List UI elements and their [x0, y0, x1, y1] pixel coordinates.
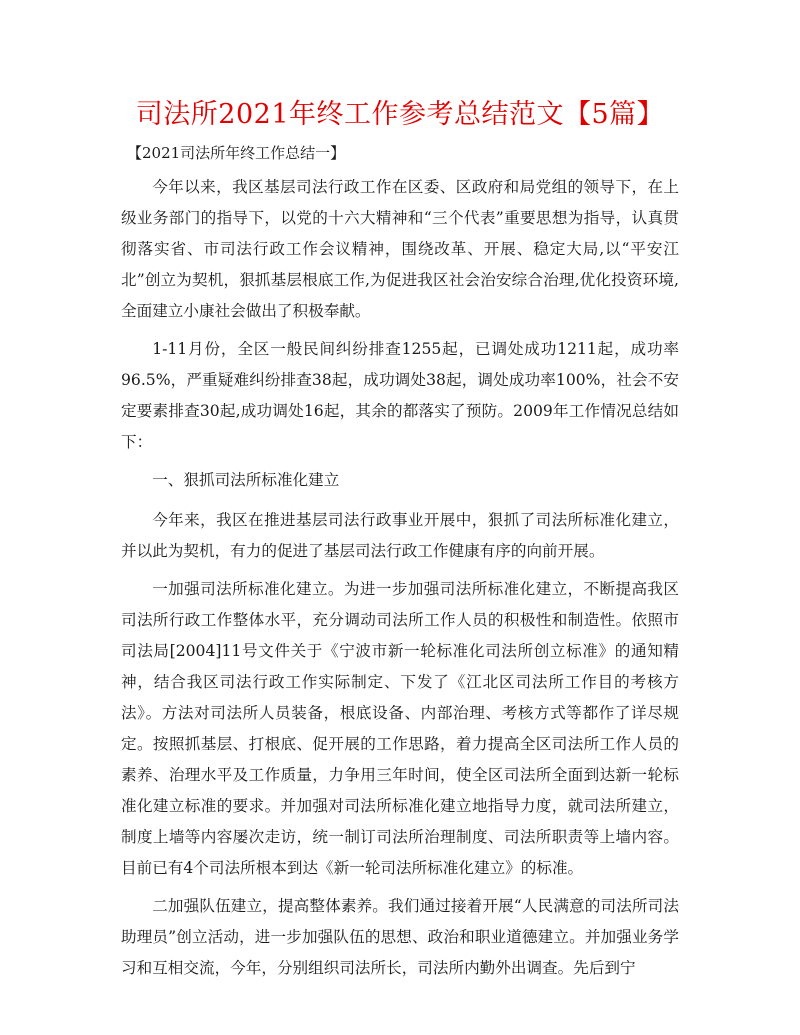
subheading-standardization: 一、狠抓司法所标准化建立: [152, 471, 340, 489]
section-heading: 【2021司法所年终工作总结一】: [127, 144, 346, 162]
paragraph-intro: 今年以来，我区基层司法行政工作在区委、区政府和局党组的领导下，在上级业务部门的指导下，以党的十六大精神和“三个代表”重要思想为指导，认真贯彻落实省、市司法行政工作会议精神，围绕改革、开展、稳定大局,以“平安江北”创立为契机，狠抓基层根底工作,为促进我区社会治安综合治理,优化投资环境,全面建立小康社会做出了积极奉献。: [121, 178, 679, 320]
document-title: 司法所2021年终工作参考总结范文【5篇】: [135, 99, 665, 130]
paragraph-standardization-overview: 今年来，我区在推进基层司法行政事业开展中，狠抓了司法所标准化建立，并以此为契机，有力的促进了基层司法行政工作健康有序的向前开展。: [121, 511, 679, 560]
paragraph-standardization-details: 一加强司法所标准化建立。为进一步加强司法所标准化建立，不断提高我区司法所行政工作整体水平，充分调动司法所工作人员的积极性和制造性。依照市司法局[2004]11号文件关于《宁波市新一轮标准化司法所创立标准》的通知精神，结合我区司法行政工作实际制定、下发了《江北区司法所工作目的考核方法》。方法对司法所人员装备，根底设备、内部治理、考核方式等都作了详尽规定。按照抓基层、打根底、促开展的工作思路，着力提高全区司法所工作人员的素养、治理水平及工作质量，力争用三年时间，使全区司法所全面到达新一轮标准化建立标准的要求。并加强对司法所标准化建立地指导力度，就司法所建立，制度上墙等内容屡次走访，统一制订司法所治理制度、司法所职责等上墙内容。目前已有4个司法所根本到达《新一轮司法所标准化建立》的标准。: [121, 580, 679, 877]
paragraph-statistics: 1-11月份，全区一般民间纠纷排查1255起，已调处成功1211起，成功率96.5%，严重疑难纠纷排查38起，成功调处38起，调处成功率100%，社会不安定要素排查30起,成功调处16起，其余的都落实了预防。2009年工作情况总结如下：: [121, 340, 679, 451]
document-body: [121, 172, 679, 991]
paragraph-team-building: 二加强队伍建立，提高整体素养。我们通过接着开展“人民满意的司法所司法助理员”创立活动，进一步加强队伍的思想、政治和职业道德建立。并加强业务学习和互相交流，今年，分别组织司法所长，司法所内勤外出调查。先后到宁: [121, 897, 679, 977]
